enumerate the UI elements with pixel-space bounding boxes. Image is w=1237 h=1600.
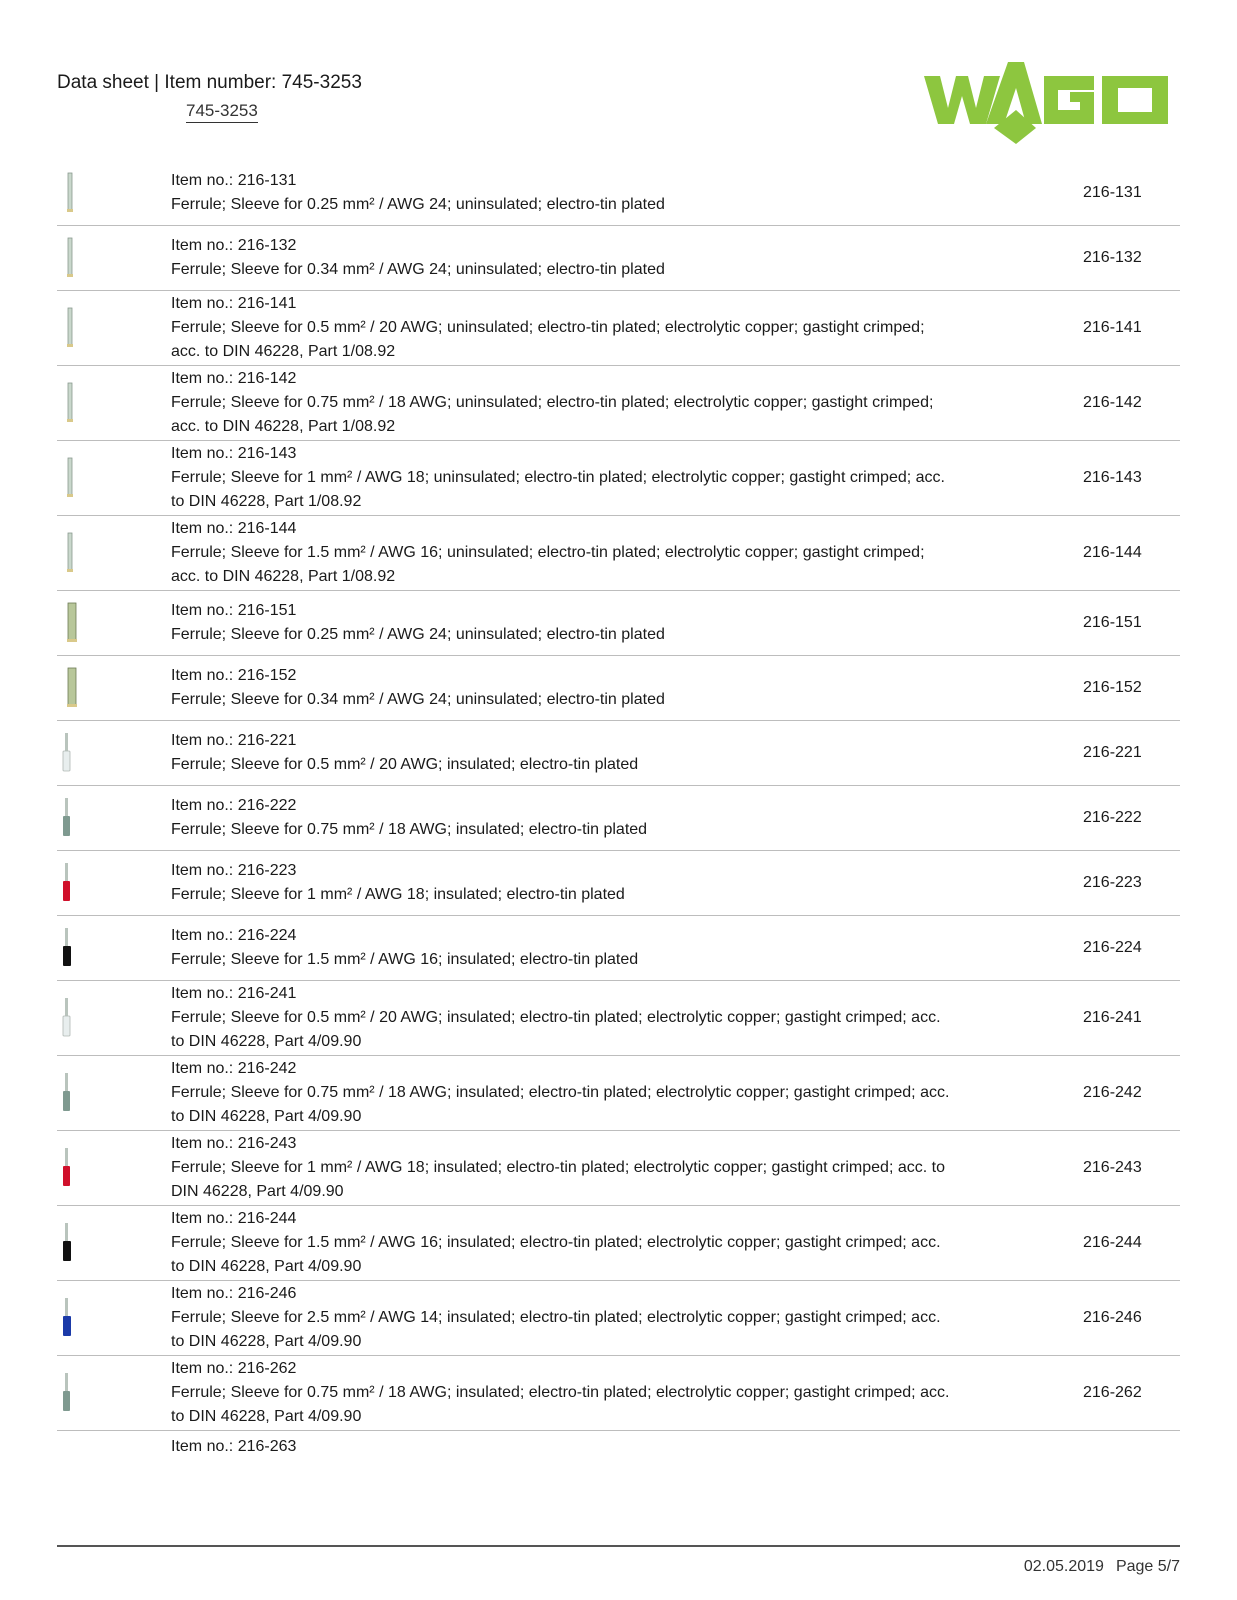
table-row xyxy=(57,516,1180,591)
item-number: Item no.: 216-141 xyxy=(171,295,297,312)
item-description: Ferrule; Sleeve for 1.5 mm² / AWG 16; uninsulated; electro-tin plated; electrolytic copper; gastight crimped; acc. to DIN 46228, Part 1/08.92 xyxy=(171,544,925,585)
item-description: Ferrule; Sleeve for 0.5 mm² / 20 AWG; insulated; electro-tin plated xyxy=(171,756,639,773)
item-code: 216-144 xyxy=(1083,544,1142,561)
item-description: Ferrule; Sleeve for 0.75 mm² / 18 AWG; insulated; electro-tin plated; electrolytic copper; gastight crimped; acc. to DIN 46228, Part 4/09.90 xyxy=(171,1384,950,1425)
item-description: Ferrule; Sleeve for 0.25 mm² / AWG 24; uninsulated; electro-tin plated xyxy=(171,626,665,643)
table-row xyxy=(57,226,1180,291)
table-row xyxy=(57,721,1180,786)
table-row xyxy=(57,161,1180,226)
table-row xyxy=(57,656,1180,721)
footer-date: 02.05.2019 xyxy=(1023,1558,1104,1575)
item-code: 216-152 xyxy=(1083,679,1142,696)
ferrule-uninsulated-icon xyxy=(57,306,87,350)
table-row xyxy=(57,1356,1180,1431)
item-description: Ferrule; Sleeve for 0.25 mm² / AWG 24; uninsulated; electro-tin plated xyxy=(171,196,665,213)
item-number: Item no.: 216-151 xyxy=(171,602,297,619)
item-number: Item no.: 216-144 xyxy=(171,520,297,537)
item-code: 216-241 xyxy=(1083,1009,1142,1026)
item-code: 216-246 xyxy=(1083,1309,1142,1326)
item-description: Ferrule; Sleeve for 1 mm² / AWG 18; insulated; electro-tin plated; electrolytic copper; gastight crimped; acc. to DIN 46228, Part 4/09.90 xyxy=(171,1159,945,1200)
table-row xyxy=(57,916,1180,981)
item-code: 216-132 xyxy=(1083,249,1142,266)
ferrule-insulated-icon xyxy=(57,796,87,840)
ferrule-uninsulated-icon xyxy=(57,531,87,575)
item-description: Ferrule; Sleeve for 0.34 mm² / AWG 24; uninsulated; electro-tin plated xyxy=(171,691,665,708)
ferrule-uninsulated-icon xyxy=(57,601,87,645)
footer xyxy=(1012,1558,1180,1576)
item-code: 216-131 xyxy=(1083,184,1142,201)
item-code: 216-242 xyxy=(1083,1084,1142,1101)
item-description: Ferrule; Sleeve for 1 mm² / AWG 18; insulated; electro-tin plated xyxy=(171,886,625,903)
ferrule-insulated-icon xyxy=(57,996,87,1040)
item-code: 216-143 xyxy=(1083,469,1142,486)
table-row xyxy=(57,591,1180,656)
item-code: 216-243 xyxy=(1083,1159,1142,1176)
item-description: Ferrule; Sleeve for 0.75 mm² / 18 AWG; insulated; electro-tin plated; electrolytic copper; gastight crimped; acc. to DIN 46228, Part 4/09.90 xyxy=(171,1084,950,1125)
item-number: Item no.: 216-224 xyxy=(171,927,297,944)
item-number: Item no.: 216-142 xyxy=(171,370,297,387)
item-number: Item no.: 216-221 xyxy=(171,732,297,749)
footer-divider xyxy=(57,1545,1180,1547)
item-number: Item no.: 216-143 xyxy=(171,445,297,462)
item-code: 216-151 xyxy=(1083,614,1142,631)
item-number: Item no.: 216-223 xyxy=(171,862,297,879)
item-number: Item no.: 216-242 xyxy=(171,1060,297,1077)
ferrule-uninsulated-icon xyxy=(57,666,87,710)
item-number: Item no.: 216-152 xyxy=(171,667,297,684)
item-number: Item no.: 216-241 xyxy=(171,985,297,1002)
ferrule-insulated-icon xyxy=(57,1371,87,1415)
item-description: Ferrule; Sleeve for 0.5 mm² / 20 AWG; insulated; electro-tin plated; electrolytic copper; gastight crimped; acc. to DIN 46228, Part 4/09.90 xyxy=(171,1009,941,1050)
item-table xyxy=(57,161,1180,1471)
item-code: 216-221 xyxy=(1083,744,1142,761)
ferrule-insulated-icon xyxy=(57,1221,87,1265)
table-row xyxy=(57,441,1180,516)
table-row xyxy=(57,291,1180,366)
item-code: 216-222 xyxy=(1083,809,1142,826)
item-code: 216-142 xyxy=(1083,394,1142,411)
ferrule-insulated-icon xyxy=(57,1146,87,1190)
item-code: 216-141 xyxy=(1083,319,1142,336)
wago-logo xyxy=(924,58,1180,144)
page-title: Data sheet | Item number: 745-3253 xyxy=(57,72,362,93)
item-number: Item no.: 216-263 xyxy=(171,1438,297,1455)
item-description: Ferrule; Sleeve for 0.34 mm² / AWG 24; uninsulated; electro-tin plated xyxy=(171,261,665,278)
table-row xyxy=(57,851,1180,916)
item-description: Ferrule; Sleeve for 1.5 mm² / AWG 16; insulated; electro-tin plated; electrolytic copper; gastight crimped; acc. to DIN 46228, Part 4/09.90 xyxy=(171,1234,941,1275)
item-description: Ferrule; Sleeve for 2.5 mm² / AWG 14; insulated; electro-tin plated; electrolytic copper; gastight crimped; acc. to DIN 46228, Part 4/09.90 xyxy=(171,1309,941,1350)
item-number: Item no.: 216-243 xyxy=(171,1135,297,1152)
page-number: Page 5/7 xyxy=(1115,1558,1180,1575)
item-number: Item no.: 216-246 xyxy=(171,1285,297,1302)
item-number: Item no.: 216-262 xyxy=(171,1360,297,1377)
table-row xyxy=(57,981,1180,1056)
ferrule-insulated-icon xyxy=(57,861,87,905)
table-row xyxy=(57,1281,1180,1356)
ferrule-insulated-icon xyxy=(57,1071,87,1115)
item-number: Item no.: 216-131 xyxy=(171,172,297,189)
item-code: 216-244 xyxy=(1083,1234,1142,1251)
ferrule-insulated-icon xyxy=(57,1296,87,1340)
table-row xyxy=(57,1206,1180,1281)
table-row xyxy=(57,786,1180,851)
item-description: Ferrule; Sleeve for 1.5 mm² / AWG 16; insulated; electro-tin plated xyxy=(171,951,639,968)
ferrule-uninsulated-icon xyxy=(57,381,87,425)
item-number-link[interactable]: 745-3253 xyxy=(186,101,258,123)
table-row xyxy=(57,1431,1180,1471)
item-code: 216-223 xyxy=(1083,874,1142,891)
table-row xyxy=(57,1056,1180,1131)
ferrule-uninsulated-icon xyxy=(57,456,87,500)
ferrule-uninsulated-icon xyxy=(57,171,87,215)
item-number: Item no.: 216-222 xyxy=(171,797,297,814)
item-number: Item no.: 216-132 xyxy=(171,237,297,254)
ferrule-insulated-icon xyxy=(57,926,87,970)
ferrule-uninsulated-icon xyxy=(57,236,87,280)
item-code: 216-262 xyxy=(1083,1384,1142,1401)
item-description: Ferrule; Sleeve for 1 mm² / AWG 18; uninsulated; electro-tin plated; electrolytic copper; gastight crimped; acc. to DIN 46228, Part 1/08.92 xyxy=(171,469,945,510)
item-description: Ferrule; Sleeve for 0.75 mm² / 18 AWG; insulated; electro-tin plated xyxy=(171,821,648,838)
item-number: Item no.: 216-244 xyxy=(171,1210,297,1227)
item-code: 216-224 xyxy=(1083,939,1142,956)
item-description: Ferrule; Sleeve for 0.75 mm² / 18 AWG; uninsulated; electro-tin plated; electrolytic copper; gastight crimped; acc. to DIN 46228, Part 1/08.92 xyxy=(171,394,934,435)
ferrule-insulated-icon xyxy=(57,731,87,775)
item-description: Ferrule; Sleeve for 0.5 mm² / 20 AWG; uninsulated; electro-tin plated; electrolytic copper; gastight crimped; acc. to DIN 46228, Part 1/08.92 xyxy=(171,319,925,360)
table-row xyxy=(57,366,1180,441)
table-row xyxy=(57,1131,1180,1206)
